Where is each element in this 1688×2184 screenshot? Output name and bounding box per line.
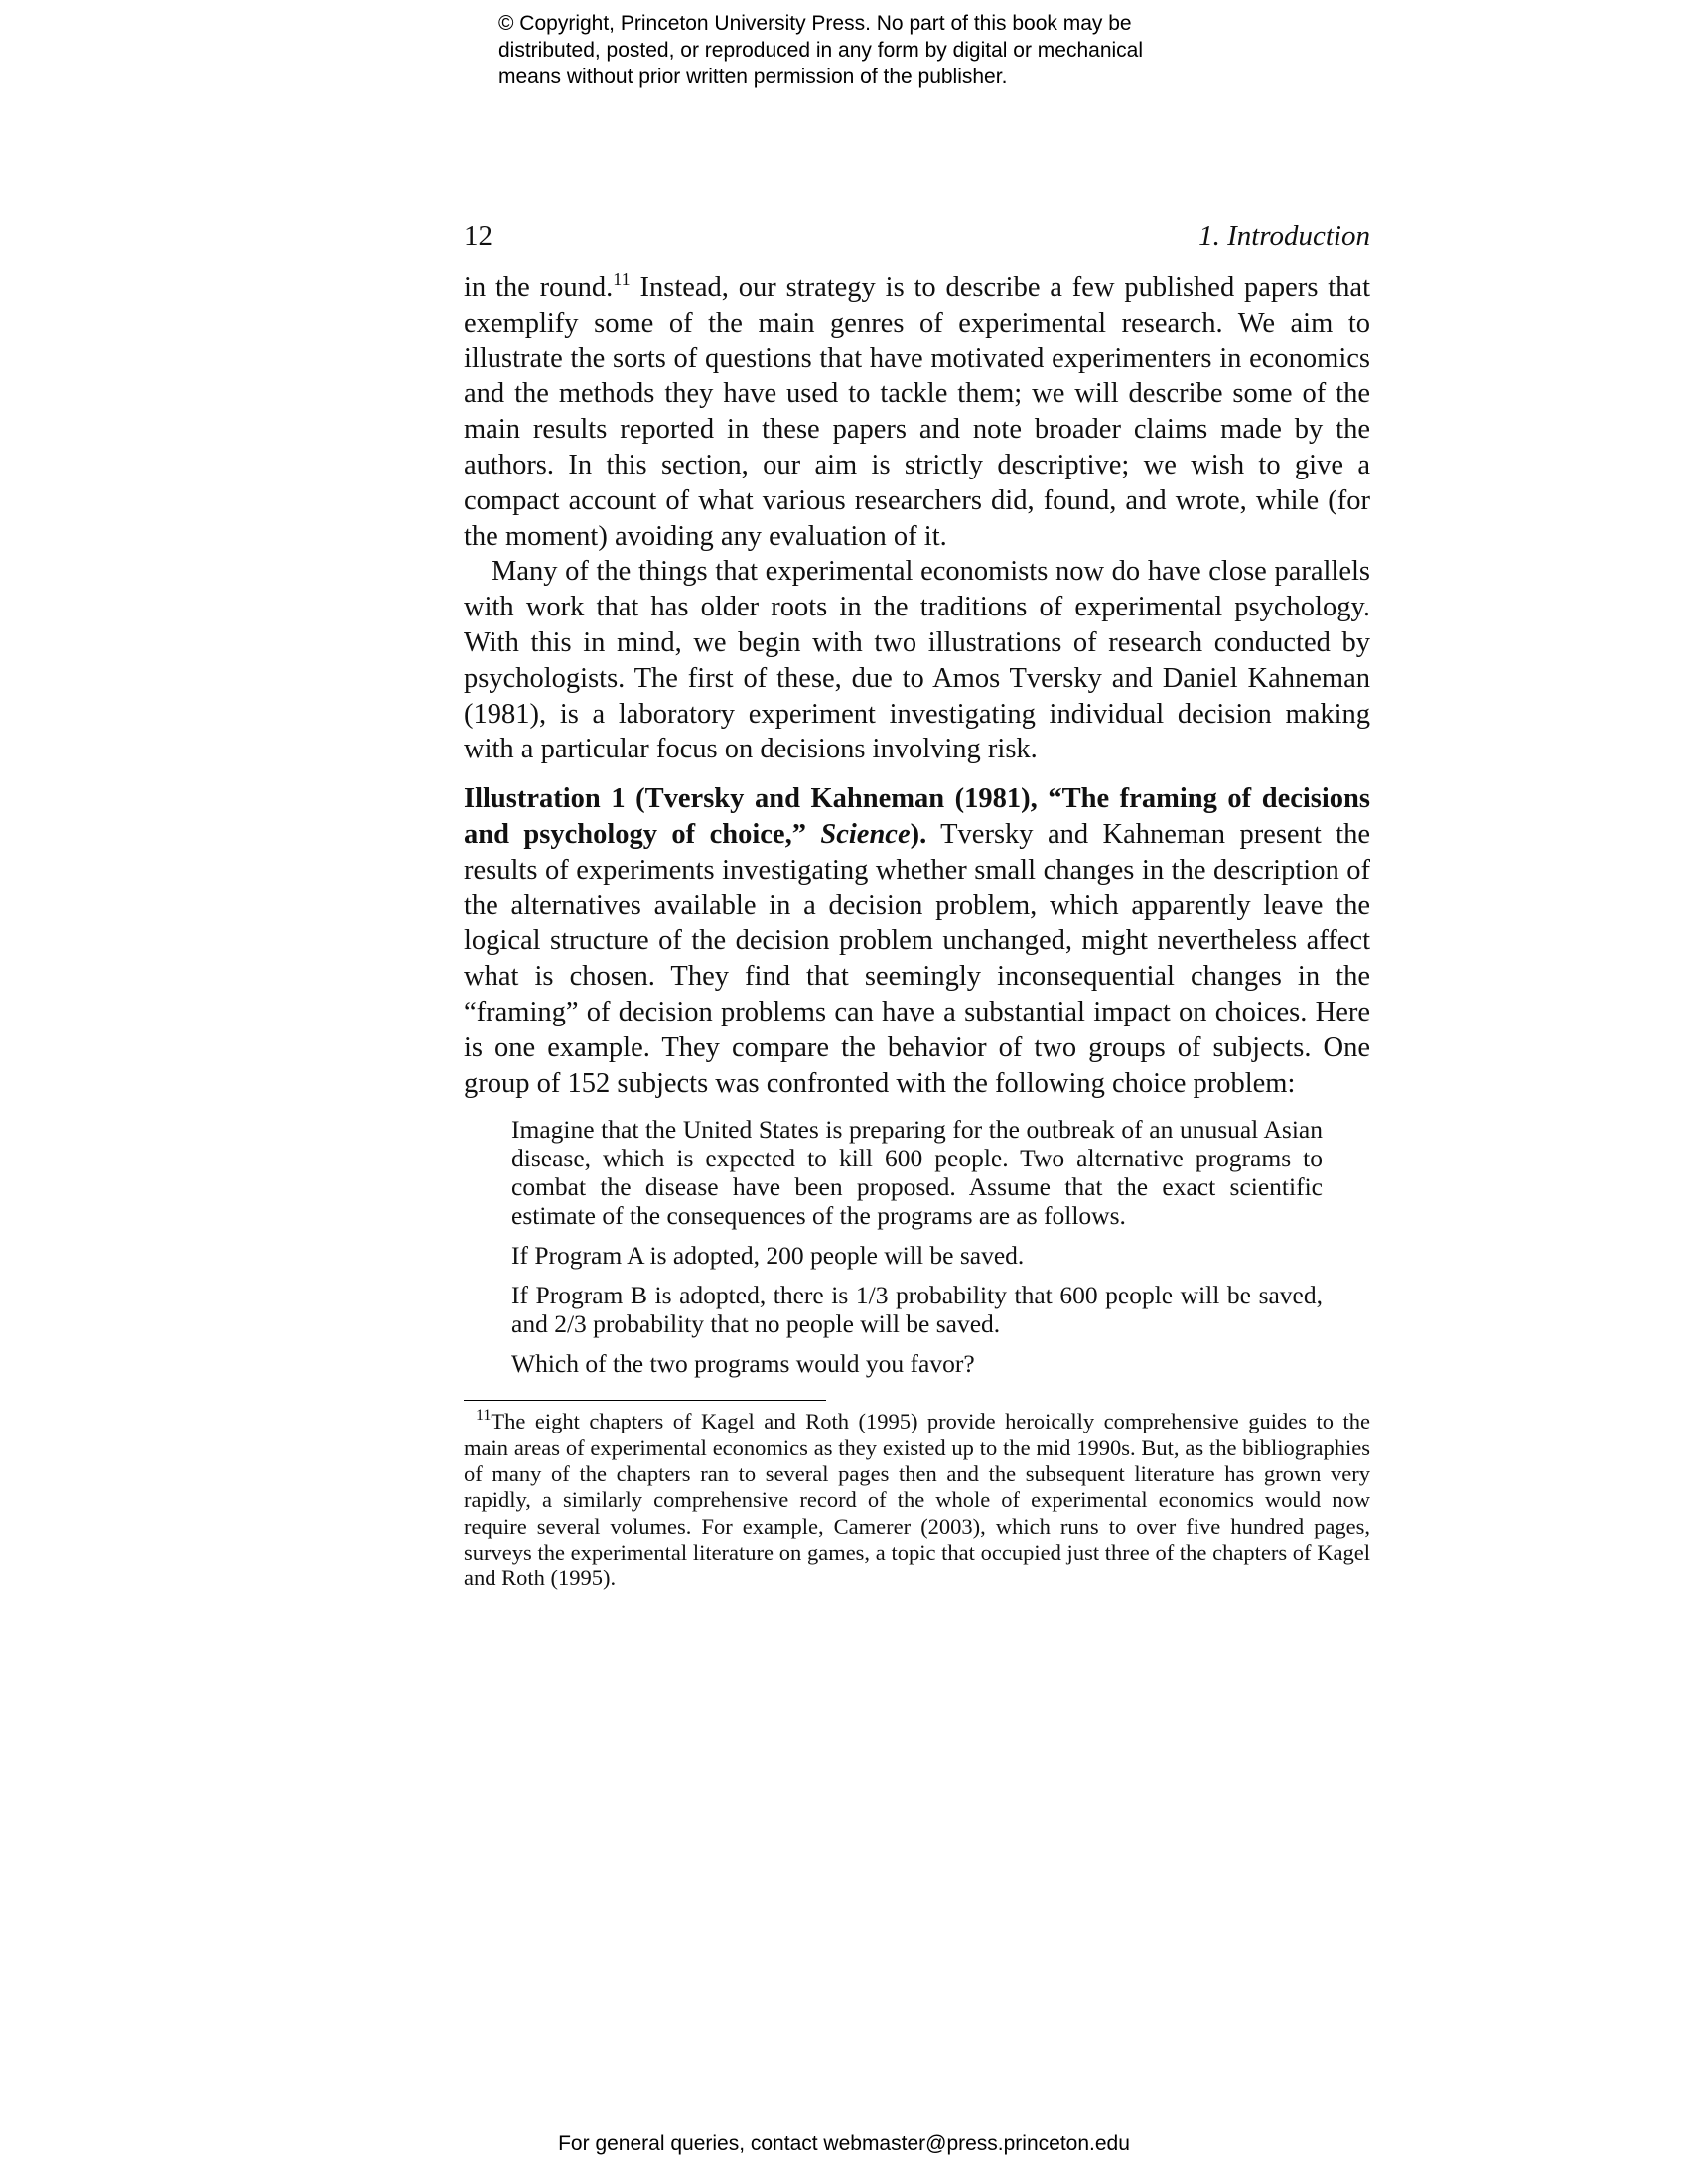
illustration-heading-text: Illustration 1 (Tversky and Kahneman (1981), “The framing of decisions and psychology of choice,” (464, 783, 1370, 850)
quote-paragraph: If Program B is adopted, there is 1/3 probability that 600 people will be saved, and 2/3 probability that no people will be saved. (511, 1281, 1323, 1339)
quote-paragraph: If Program A is adopted, 200 people will be saved. (511, 1241, 1025, 1271)
copyright-line: means without prior written permission of the publisher. (498, 66, 1008, 88)
paragraph-lead: in the round. (464, 272, 614, 303)
running-head (464, 218, 1370, 254)
copyright-line: distributed, posted, or reproduced in any form by digital or mechanical (498, 39, 1144, 62)
illustration-paragraph (464, 781, 1370, 1101)
copyright-notice (498, 10, 1213, 90)
paragraph-rest: Instead, our strategy is to describe a few published papers that exemplify some of the main genres of experimental research. We aim to illustrate the sorts of questions that have motivated experimenters in economics and the methods they have used to tackle them; we will describe some of the main results reported in these papers and note broader claims made by the authors. In this section, our aim is strictly descriptive; we wish to give a compact account of what various researchers did, found, and wrote, while (for the moment) avoiding any evaluation of it. (464, 272, 1370, 552)
illustration-heading-close: ). (910, 818, 927, 850)
journal-name: Science (820, 818, 911, 850)
quote-paragraph: Which of the two programs would you favor? (511, 1349, 975, 1379)
footnote-ref: 11 (613, 269, 631, 289)
footnote-text (464, 1409, 1370, 1591)
copyright-line: © Copyright, Princeton University Press. No part of this book may be (498, 12, 1132, 35)
footnote (464, 1409, 1370, 1591)
footnote-body: The eight chapters of Kagel and Roth (1995) provide heroically comprehensive guides to the main areas of experimental economics as they existed up to the mid 1990s. But, as the bibliographies of many of the chapters ran to several pages then and the subsequent literature has grown very rapidly, a similarly comprehensive record of the whole of experimental economics would now require several volumes. For example, Camerer (2003), which runs to over five hundred pages, surveys the experimental literature on games, a topic that occupied just three of the chapters of Kagel and Roth (1995). (464, 1409, 1370, 1591)
paragraph (464, 270, 1370, 554)
book-page (464, 218, 1370, 1591)
footnote-number: 11 (476, 1407, 492, 1425)
footer-notice: For general queries, contact webmaster@press.princeton.edu (558, 2132, 1130, 2155)
block-quote (511, 1115, 1323, 1378)
paragraph: Many of the things that experimental economists now do have close parallels with work that has older roots in the traditions of experimental psychology. With this in mind, we begin with two illustrations of research conducted by psychologists. The first of these, due to Amos Tversky and Daniel Kahneman (1981), is a laboratory experiment investigating individual decision making with a particular focus on decisions involving risk. (464, 556, 1370, 765)
footnote-divider (464, 1400, 826, 1401)
illustration-text: Tversky and Kahneman present the results of experiments investigating whether small changes in the description of the alternatives available in a decision problem, which apparently leave the logical structure of the decision problem unchanged, might nevertheless affect what is chosen. They find that seemingly inconsequential changes in the “framing” of decision problems can have a substantial impact on choices. Here is one example. They compare the behavior of two groups of subjects. One group of 152 subjects was confronted with the following choice problem: (464, 818, 1370, 1099)
quote-paragraph: Imagine that the United States is preparing for the outbreak of an unusual Asian disease, which is expected to kill 600 people. Two alternative programs to combat the disease have been proposed. Assume that the exact scientific estimate of the consequences of the programs are as follows. (511, 1115, 1323, 1231)
body-text (464, 270, 1370, 1101)
page-number: 12 (464, 220, 492, 252)
chapter-title: 1. Introduction (1198, 220, 1370, 252)
